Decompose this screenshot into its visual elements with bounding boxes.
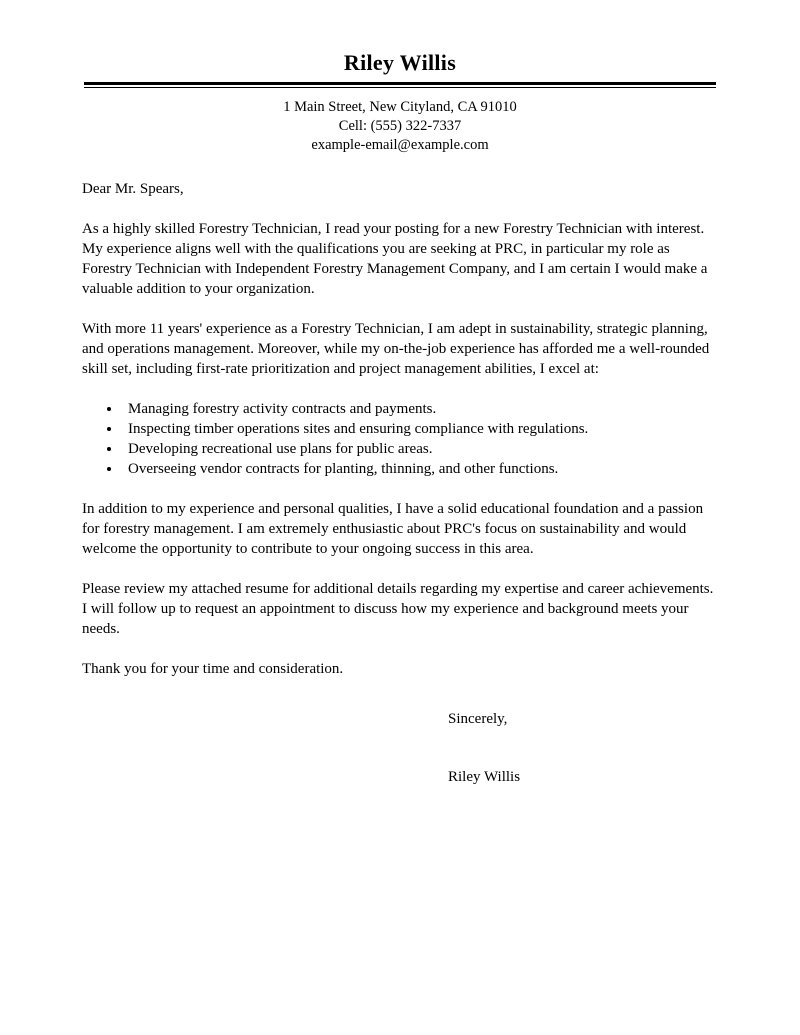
signoff: Sincerely, [448, 711, 508, 727]
bullet-item: • Managing forestry activity contracts and payments. [122, 399, 718, 419]
bullet-item: • Inspecting timber operations sites and ensuring compliance with regulations. [122, 419, 718, 439]
contact-block [0, 98, 800, 155]
paragraph-education: In addition to my experience and personal qualities, I have a solid educational foundation and a passion for forestry management. I am extremely enthusiastic about PRC's focus on sustainability and would welcome the opportunity to contribute to your ongoing success in this area. [82, 501, 704, 557]
skills-bullet-list [82, 399, 718, 479]
thanks-line: Thank you for your time and consideration. [82, 661, 344, 677]
contact-address: 1 Main Street, New Cityland, CA 91010 [283, 99, 517, 115]
header-divider [84, 82, 716, 88]
letter-header [0, 0, 800, 155]
signature-name: Riley Willis [448, 769, 521, 785]
bullet-item: • Overseeing vendor contracts for planting, thinning, and other functions. [122, 459, 718, 479]
signoff-block [448, 709, 800, 787]
bullet-item: • Developing recreational use plans for public areas. [122, 439, 718, 459]
sender-name: Riley Willis [343, 50, 457, 75]
contact-email: example-email@example.com [311, 137, 489, 153]
paragraph-experience: With more 11 years' experience as a Forestry Technician, I am adept in sustainability, strategic planning, and operations management. Moreover, while my on-the-job experience has afforded me a well-rounded skill set, including first-rate prioritization and project management abilities, I excel at: [82, 321, 710, 377]
contact-cell: Cell: (555) 322-7337 [338, 118, 462, 134]
paragraph-resume: Please review my attached resume for additional details regarding my expertise and career achievements. I will follow up to request an appointment to discuss how my experience and background meets your needs. [82, 581, 714, 637]
greeting: Dear Mr. Spears, [82, 181, 184, 197]
paragraph-intro: As a highly skilled Forestry Technician, I read your posting for a new Forestry Technician with interest. My experience aligns well with the qualifications you are seeking at PRC, in particular my role as Forestry Technician with Independent Forestry Management Company, and I am certain I would make a valuable addition to your organization. [82, 221, 708, 297]
letter-body [82, 179, 718, 679]
